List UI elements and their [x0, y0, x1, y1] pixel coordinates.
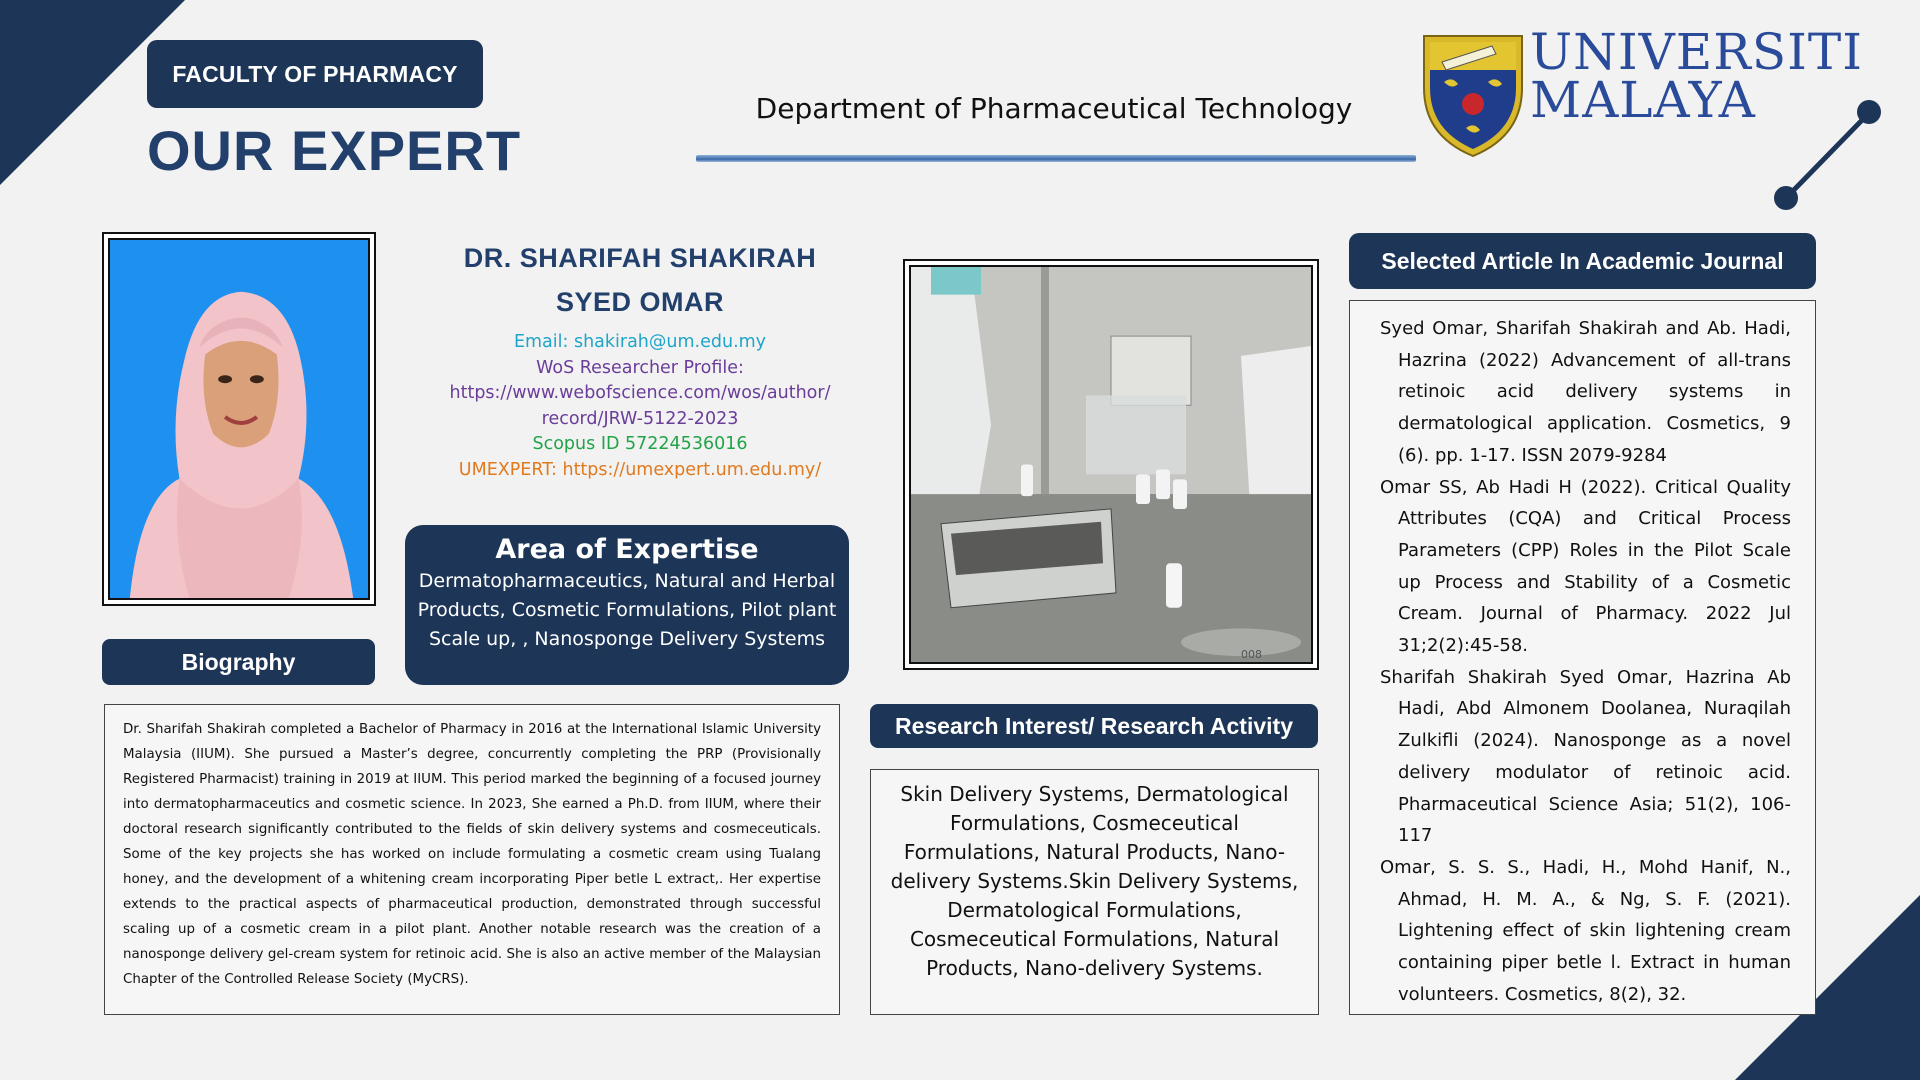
expertise-panel: [405, 525, 849, 685]
umexpert-link[interactable]: UMEXPERT: https://umexpert.um.edu.my/: [458, 459, 822, 480]
article-item: Omar SS, Ab Hadi H (2022). Critical Quality Attributes (CQA) and Critical Process Parameters (CPP) Roles in the Pilot Scale up Process and Stability of a Cosmetic Cream. Journal of Pharmacy. 2022 Jul 31;2(2):45-58.: [1380, 476, 1791, 657]
lab-photo-label: 008: [1241, 648, 1262, 662]
scopus-id: Scopus ID 57224536016: [532, 434, 748, 454]
faculty-badge: FACULTY OF PHARMACY: [147, 40, 483, 108]
article-item: Sharifah Shakirah Syed Omar, Hazrina Ab Hadi, Abd Almonem Doolanea, Nuraqilah Zulkifli (2024). Nanosponge as a novel delivery modulator of retinoic acid. Pharmaceutical Science Asia; 51(2), 106-117: [1380, 666, 1791, 847]
biography-box: [104, 704, 840, 1015]
contact-info: [405, 330, 875, 483]
wos-url-link[interactable]: https://www.webofscience.com/: [449, 383, 727, 403]
page-title: OUR EXPERT: [147, 119, 522, 182]
lab-photo-frame: [903, 259, 1319, 670]
university-wordmark: UNIVERSITI MALAYA: [1530, 23, 1863, 129]
expert-name: DR. SHARIFAH SHAKIRAH SYED OMAR: [463, 243, 817, 317]
divider: [696, 155, 1416, 162]
expertise-body: Dermatopharmaceutics, Natural and Herbal Products, Cosmetic Formulations, Pilot plant Scale up, , Nanosponge Delivery Systems: [417, 570, 837, 650]
research-interest-box: [870, 769, 1319, 1015]
portrait-photo: [108, 238, 370, 600]
selected-articles-heading: Selected Article In Academic Journal: [1349, 233, 1816, 289]
lab-illustration: [911, 267, 1311, 662]
connector-decoration: [1770, 98, 1885, 213]
wos-label: WoS Researcher Profile:: [536, 357, 744, 378]
biography-text: Dr. Sharifah Shakirah completed a Bachelor of Pharmacy in 2016 at the International Islamic University Malaysia (IIUM). She pursued a Master’s degree, concurrently completing the PRP (Provisionally Registered Pharmacist) training in 2019 at IIUM. This period marked the beginning of a focused journey into dermatopharmaceutics and cosmetic science. In 2023, She earned a Ph.D. from IIUM, where their doctoral research significantly contributed to the fields of skin delivery systems and cosmeceuticals. Some of the key projects she has worked on include formulating a cosmetic cream using Tualang honey, and the development of a whitening cream incorporating Piper betle L extract,. Her expertise extends to the practical aspects of pharmaceutical production, demonstrated through successful scaling up of a cosmetic cream in a pilot plant. Another notable research was the creation of a nanosponge delivery gel-cream system for retinoic acid. She is also an active member of the Malaysian Chapter of the Controlled Release Society (MyCRS).: [123, 722, 821, 987]
research-interest-text: Skin Delivery Systems, Dermatological Formulations, Cosmeceutical Formulations, Natural Products, Nano-delivery Systems.Skin Delivery Systems, Dermatological Formulations, Cosmeceutical Formulations, Natural Products, Nano-delivery Systems.: [890, 782, 1299, 980]
email-link[interactable]: Email: shakirah@um.edu.my: [513, 332, 767, 352]
wos-profile-link[interactable]: https://www.webofscience.com/wos/author/: [449, 383, 831, 403]
lab-photo: [909, 265, 1313, 664]
department-title: Department of Pharmaceutical Technology: [755, 92, 1353, 125]
wos-record-id: record/JRW-5122-2023: [541, 408, 739, 429]
research-interest-heading: Research Interest/ Research Activity: [870, 704, 1318, 748]
biography-heading: Biography: [102, 639, 375, 685]
selected-articles-box: [1349, 300, 1816, 1015]
article-item: Omar, S. S. S., Hadi, H., Mohd Hanif, N., Ahmad, H. M. A., & Ng, S. F. (2021). Lightening effect of skin lightening cream containing piper betle l. Extract in human volunteers. Cosmetics, 8(2), 32.: [1380, 856, 1791, 1005]
article-item: Syed Omar, Sharifah Shakirah and Ab. Hadi, Hazrina (2022) Advancement of all-trans retinoic acid delivery systems in dermatological application. Cosmetics, 9 (6). pp. 1-17. ISSN 2079-9284: [1380, 318, 1791, 466]
expertise-title: Area of Expertise: [495, 534, 759, 565]
portrait-illustration: [110, 240, 368, 598]
portrait-frame: [102, 232, 376, 606]
